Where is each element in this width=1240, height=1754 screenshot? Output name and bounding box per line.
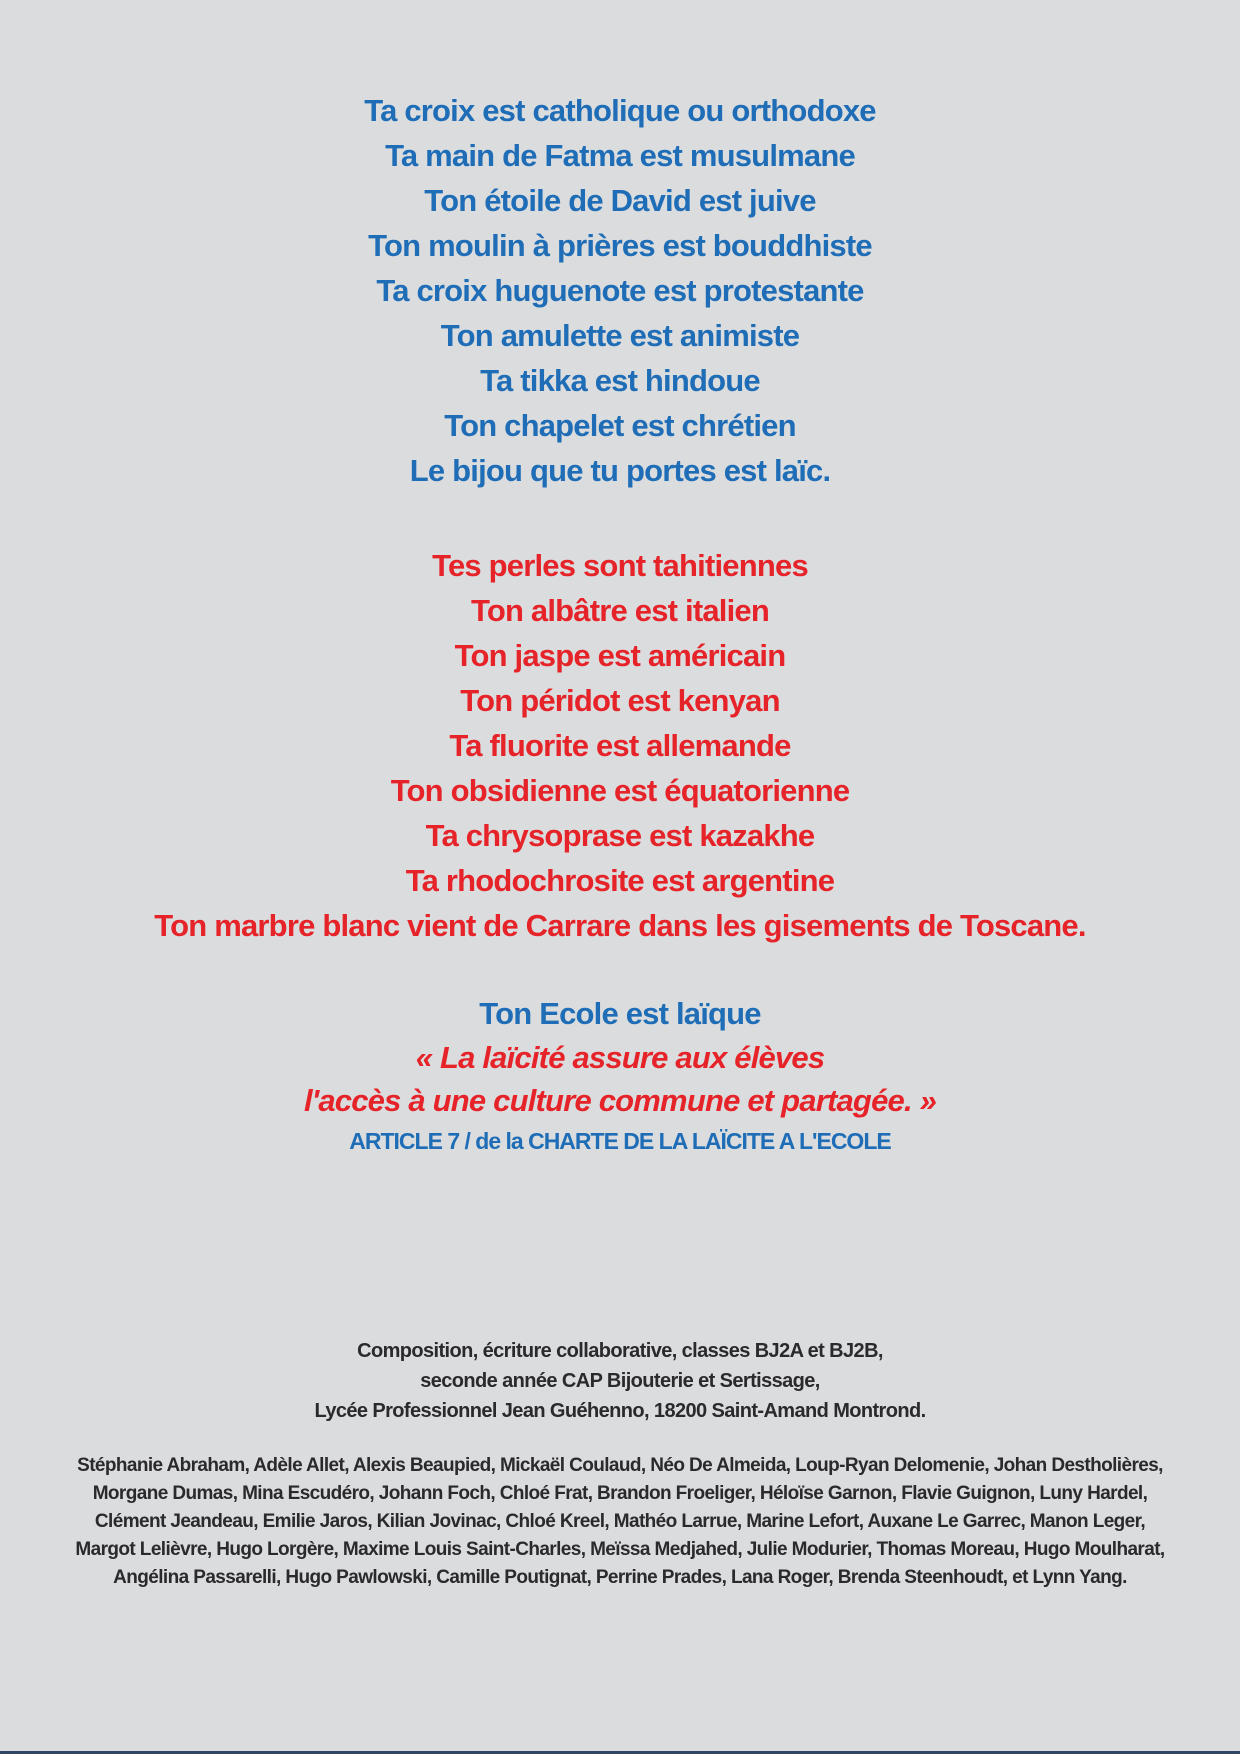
credits-line: Composition, écriture collaborative, classes BJ2A et BJ2B, (357, 1340, 883, 1362)
credits-line: Lycée Professionnel Jean Guéhenno, 18200 Saint-Amand Montrond. (314, 1400, 926, 1422)
poem-line: Ton amulette est animiste (440, 318, 800, 353)
poem-line: Ta chrysoprase est kazakhe (425, 818, 815, 853)
quote-line: « La laïcité assure aux élèves (415, 1040, 825, 1075)
poem-line: Ta tikka est hindoue (480, 363, 760, 398)
poem-line: Ton moulin à prières est bouddhiste (368, 228, 872, 263)
names-line: Angélina Passarelli, Hugo Pawlowski, Camille Poutignat, Perrine Prades, Lana Roger, Brenda Steenhoudt, et Lynn Yang. (113, 1567, 1127, 1588)
names-line: Clément Jeandeau, Emilie Jaros, Kilian Jovinac, Chloé Kreel, Mathéo Larrue, Marine Lefort, Auxane Le Garrec, Manon Leger, (94, 1511, 1146, 1532)
poem-line: Tes perles sont tahitiennes (432, 548, 808, 583)
names-line: Morgane Dumas, Mina Escudéro, Johann Foch, Chloé Frat, Brandon Froeliger, Héloïse Garnon, Flavie Guignon, Luny Hardel, (92, 1483, 1148, 1504)
poem-line: Ta croix huguenote est protestante (376, 273, 864, 308)
quote-line: l'accès à une culture commune et partagée. » (303, 1083, 937, 1118)
student-names-section (0, 1452, 1240, 1592)
poem-line: Ton obsidienne est équatorienne (390, 773, 850, 808)
credits-line: seconde année CAP Bijouterie et Sertissage, (420, 1370, 820, 1392)
poem-line: Ton marbre blanc vient de Carrare dans les gisements de Toscane. (154, 908, 1086, 943)
names-line: Margot Lelièvre, Hugo Lorgère, Maxime Louis Saint-Charles, Meïssa Medjahed, Julie Modurier, Thomas Moreau, Hugo Moulharat, (75, 1539, 1165, 1560)
stanza-religious-symbols (0, 88, 1240, 493)
poem-line: Ton jaspe est américain (454, 638, 786, 673)
poem-line: Ton étoile de David est juive (424, 183, 816, 218)
credits-section (0, 1336, 1240, 1426)
poem-line: Ta fluorite est allemande (449, 728, 791, 763)
poem-line: Le bijou que tu portes est laïc. (409, 453, 831, 488)
poem-line: Ta rhodochrosite est argentine (405, 863, 835, 898)
poem-line: Ta main de Fatma est musulmane (385, 138, 855, 173)
charter-attribution: ARTICLE 7 / de la CHARTE DE LA LAÏCITE A L'ECOLE (349, 1128, 891, 1154)
poem-line: Ton péridot est kenyan (460, 683, 780, 718)
poem-line: Ton albâtre est italien (471, 593, 769, 628)
school-laicite-section (0, 992, 1240, 1160)
school-line: Ton Ecole est laïque (479, 996, 761, 1031)
stanza-gemstones (0, 543, 1240, 948)
poem-line: Ta croix est catholique ou orthodoxe (364, 93, 876, 128)
poem-line: Ton chapelet est chrétien (444, 408, 796, 443)
names-line: Stéphanie Abraham, Adèle Allet, Alexis Beaupied, Mickaël Coulaud, Néo De Almeida, Loup-Ryan Delomenie, Johan Destholières, (77, 1455, 1163, 1476)
